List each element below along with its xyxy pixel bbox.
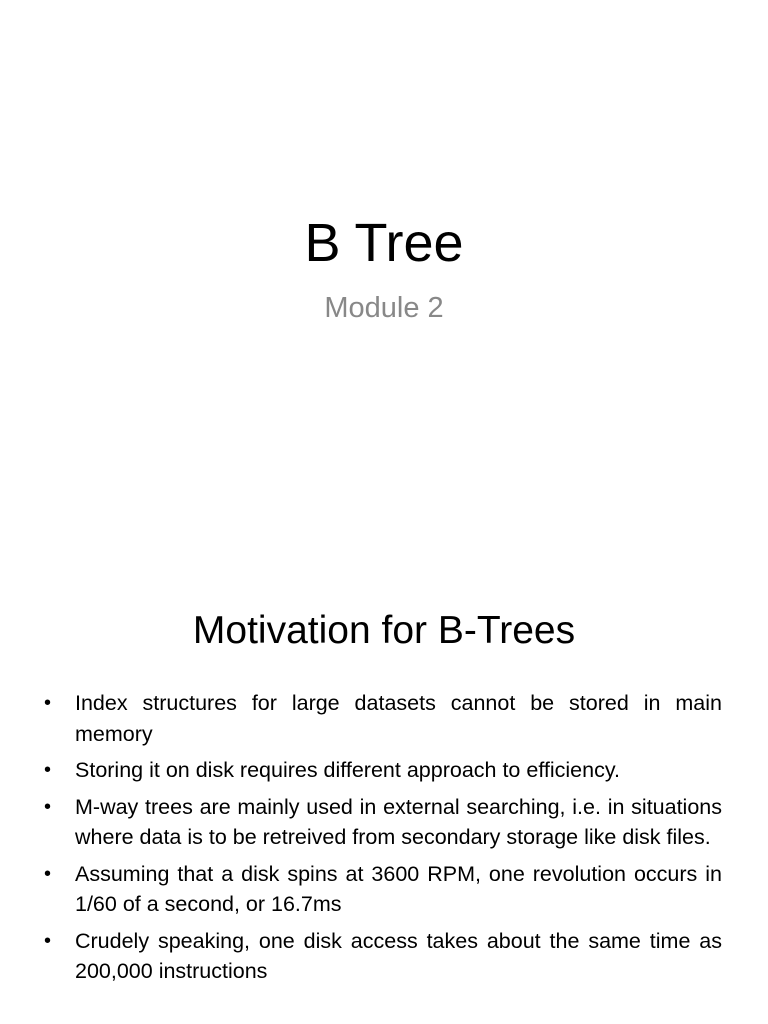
bullet-item xyxy=(44,755,722,786)
bullet-item xyxy=(44,926,722,987)
bullet-text: Assuming that a disk spins at 3600 RPM, one revolution occurs in 1/60 of a second, or 16.7ms xyxy=(75,861,722,916)
bullet-item xyxy=(44,859,722,920)
slide-subtitle: Module 2 xyxy=(324,292,444,324)
bullet-item xyxy=(44,792,722,853)
bullet-item xyxy=(44,688,722,749)
bullet-text: Index structures for large datasets cannot be stored in main memory xyxy=(75,691,722,746)
content-slide-title: Motivation for B-Trees xyxy=(192,609,576,652)
bullet-marker: • xyxy=(44,692,52,714)
slide-title: B Tree xyxy=(304,213,464,273)
content-slide xyxy=(0,576,768,1024)
bullet-text: Storing it on disk requires different approach to efficiency. xyxy=(75,758,620,782)
bullet-marker: • xyxy=(44,795,52,818)
bullet-text: Crudely speaking, one disk access takes about the same time as 200,000 instructions xyxy=(75,928,722,983)
bullet-marker: • xyxy=(44,929,52,952)
bullet-list xyxy=(44,688,722,993)
bullet-text: M-way trees are mainly used in external searching, i.e. in situations where data is to be retreived from secondary storage like disk files. xyxy=(75,794,722,849)
bullet-marker: • xyxy=(44,862,52,885)
bullet-marker: • xyxy=(44,759,52,781)
